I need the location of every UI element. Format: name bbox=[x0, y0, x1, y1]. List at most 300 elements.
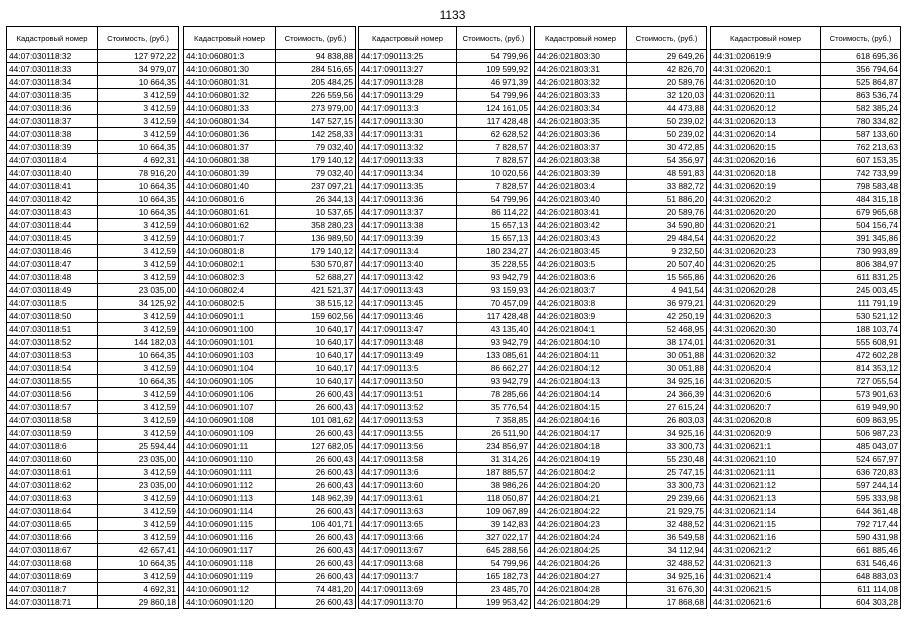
table-row bbox=[535, 141, 707, 154]
cadastral-number: 44:10:060901:116 bbox=[184, 531, 276, 544]
cost-value: 485 043,07 bbox=[821, 440, 901, 453]
cadastral-number: 44:26:021804:20 bbox=[535, 479, 627, 492]
cost-value: 26 600,43 bbox=[276, 557, 356, 570]
cadastral-number: 44:10:060801:40 bbox=[184, 180, 276, 193]
table-header-row bbox=[535, 27, 707, 50]
cadastral-number: 44:10:060802:1 bbox=[184, 258, 276, 271]
cost-value: 619 949,90 bbox=[821, 401, 901, 414]
table-row bbox=[7, 219, 179, 232]
table-row bbox=[184, 583, 356, 596]
table-row bbox=[535, 596, 707, 609]
table-row bbox=[7, 427, 179, 440]
cost-value: 604 303,28 bbox=[821, 596, 901, 609]
cost-value: 26 600,43 bbox=[276, 388, 356, 401]
cost-value: 3 412,59 bbox=[98, 427, 179, 440]
cost-value: 109 599,92 bbox=[457, 63, 531, 76]
cadastral-number: 44:31:020620:10 bbox=[711, 76, 821, 89]
cost-value: 32 488,52 bbox=[627, 557, 707, 570]
cadastral-number: 44:31:020620:21 bbox=[711, 219, 821, 232]
cost-value: 3 412,59 bbox=[98, 245, 179, 258]
table-row bbox=[711, 362, 901, 375]
table-row bbox=[359, 271, 531, 284]
table-row bbox=[7, 531, 179, 544]
cost-value: 109 067,89 bbox=[457, 505, 531, 518]
cost-value: 48 591,83 bbox=[627, 167, 707, 180]
cost-value: 24 366,39 bbox=[627, 388, 707, 401]
table-row bbox=[535, 245, 707, 258]
table-row bbox=[711, 557, 901, 570]
cadastral-number: 44:26:021803:43 bbox=[535, 232, 627, 245]
cost-value: 590 431,98 bbox=[821, 531, 901, 544]
cadastral-number: 44:10:060801:34 bbox=[184, 115, 276, 128]
cadastral-number: 44:17:090113:70 bbox=[359, 596, 457, 609]
table-row bbox=[535, 310, 707, 323]
cadastral-number: 44:31:020620:2 bbox=[711, 193, 821, 206]
table-header-row bbox=[711, 27, 901, 50]
cadastral-number: 44:10:060801:33 bbox=[184, 102, 276, 115]
cadastral-number: 44:26:021803:33 bbox=[535, 89, 627, 102]
cost-value: 42 657,41 bbox=[98, 544, 179, 557]
cost-value: 20 589,76 bbox=[627, 76, 707, 89]
cost-value: 472 602,28 bbox=[821, 349, 901, 362]
cadastral-number: 44:07:030118:49 bbox=[7, 284, 98, 297]
cost-value: 29 860,18 bbox=[98, 596, 179, 609]
cost-value: 555 608,91 bbox=[821, 336, 901, 349]
cost-value: 26 600,43 bbox=[276, 544, 356, 557]
cadastral-number: 44:07:030118:35 bbox=[7, 89, 98, 102]
cadastral-number: 44:26:021804:29 bbox=[535, 596, 627, 609]
cost-value: 7 828,57 bbox=[457, 141, 531, 154]
cost-value: 524 657,97 bbox=[821, 453, 901, 466]
cost-value: 582 385,24 bbox=[821, 102, 901, 115]
cost-value: 70 457,09 bbox=[457, 297, 531, 310]
cost-value: 33 300,73 bbox=[627, 479, 707, 492]
cadastral-number: 44:10:060901:115 bbox=[184, 518, 276, 531]
cost-value: 10 664,35 bbox=[98, 557, 179, 570]
table-row bbox=[7, 596, 179, 609]
table-row bbox=[7, 128, 179, 141]
cost-value: 10 537,65 bbox=[276, 206, 356, 219]
cadastral-number: 44:07:030118:42 bbox=[7, 193, 98, 206]
cadastral-number: 44:31:020620:15 bbox=[711, 141, 821, 154]
table-row bbox=[7, 245, 179, 258]
table-row bbox=[535, 102, 707, 115]
table-row bbox=[359, 557, 531, 570]
cost-value: 93 159,93 bbox=[457, 284, 531, 297]
table-row bbox=[7, 271, 179, 284]
table-row bbox=[7, 492, 179, 505]
table-row bbox=[184, 427, 356, 440]
table-row bbox=[359, 219, 531, 232]
table-row bbox=[184, 518, 356, 531]
table-row bbox=[711, 453, 901, 466]
cadastral-number: 44:07:030118:58 bbox=[7, 414, 98, 427]
cadastral-number: 44:07:030118:46 bbox=[7, 245, 98, 258]
table-row bbox=[535, 427, 707, 440]
cadastral-number: 44:07:030118:4 bbox=[7, 154, 98, 167]
cadastral-number: 44:31:020620:28 bbox=[711, 284, 821, 297]
cadastral-number: 44:26:021804:10 bbox=[535, 336, 627, 349]
cadastral-number: 44:17:090113:65 bbox=[359, 518, 457, 531]
cost-value: 10 664,35 bbox=[98, 180, 179, 193]
cadastral-number: 44:07:030118:5 bbox=[7, 297, 98, 310]
cadastral-number: 44:17:090113:63 bbox=[359, 505, 457, 518]
table-row bbox=[711, 219, 901, 232]
table-row bbox=[711, 375, 901, 388]
cadastral-number: 44:10:060901:120 bbox=[184, 596, 276, 609]
table-row bbox=[535, 557, 707, 570]
cadastral-number: 44:31:020620:19 bbox=[711, 180, 821, 193]
table-row bbox=[359, 466, 531, 479]
table-row bbox=[711, 50, 901, 63]
cadastral-number: 44:31:020620:29 bbox=[711, 297, 821, 310]
table-row bbox=[359, 206, 531, 219]
table-row bbox=[7, 362, 179, 375]
cost-value: 20 589,76 bbox=[627, 206, 707, 219]
cadastral-number: 44:31:020621:10 bbox=[711, 453, 821, 466]
cadastral-number: 44:17:090113:4 bbox=[359, 245, 457, 258]
cadastral-number: 44:07:030118:64 bbox=[7, 505, 98, 518]
table-row bbox=[7, 336, 179, 349]
table-header-row bbox=[7, 27, 179, 50]
cost-value: 3 412,59 bbox=[98, 89, 179, 102]
cadastral-number: 44:07:030118:44 bbox=[7, 219, 98, 232]
cadastral-number: 44:07:030118:68 bbox=[7, 557, 98, 570]
cost-value: 15 657,13 bbox=[457, 232, 531, 245]
cost-value: 52 688,27 bbox=[276, 271, 356, 284]
cost-value: 55 230,48 bbox=[627, 453, 707, 466]
cadastral-number: 44:26:021804:21 bbox=[535, 492, 627, 505]
cadastral-number: 44:26:021804:19 bbox=[535, 453, 627, 466]
table-row bbox=[535, 115, 707, 128]
table-row bbox=[184, 50, 356, 63]
cadastral-number: 44:31:020620:5 bbox=[711, 375, 821, 388]
cadastral-number: 44:10:060901:118 bbox=[184, 557, 276, 570]
table-row bbox=[535, 63, 707, 76]
cost-value: 798 583,48 bbox=[821, 180, 901, 193]
cost-value: 54 799,96 bbox=[457, 557, 531, 570]
table-row bbox=[535, 297, 707, 310]
cost-value: 34 125,92 bbox=[98, 297, 179, 310]
table-row bbox=[7, 193, 179, 206]
cost-value: 26 803,03 bbox=[627, 414, 707, 427]
table-row bbox=[184, 362, 356, 375]
table-row bbox=[535, 50, 707, 63]
cost-value: 34 979,07 bbox=[98, 63, 179, 76]
cost-value: 3 412,59 bbox=[98, 115, 179, 128]
cost-value: 7 828,57 bbox=[457, 154, 531, 167]
cadastral-number: 44:07:030118:56 bbox=[7, 388, 98, 401]
table-row bbox=[535, 167, 707, 180]
cadastral-number: 44:31:020620:7 bbox=[711, 401, 821, 414]
cost-value: 3 412,59 bbox=[98, 388, 179, 401]
cadastral-number: 44:07:030118:6 bbox=[7, 440, 98, 453]
cost-value: 142 258,33 bbox=[276, 128, 356, 141]
table-row bbox=[535, 154, 707, 167]
cadastral-number: 44:10:060901:107 bbox=[184, 401, 276, 414]
table-row bbox=[7, 206, 179, 219]
table-row bbox=[359, 414, 531, 427]
table-row bbox=[184, 479, 356, 492]
cost-value: 50 239,02 bbox=[627, 115, 707, 128]
table-row bbox=[7, 414, 179, 427]
table-row bbox=[184, 232, 356, 245]
cadastral-number: 44:07:030118:7 bbox=[7, 583, 98, 596]
cost-table-4 bbox=[534, 26, 707, 609]
table-row bbox=[535, 401, 707, 414]
table-row bbox=[535, 349, 707, 362]
cost-table-3 bbox=[358, 26, 531, 609]
cadastral-number: 44:26:021804:11 bbox=[535, 349, 627, 362]
table-row bbox=[184, 557, 356, 570]
cost-value: 54 356,97 bbox=[627, 154, 707, 167]
cadastral-number: 44:10:060801:30 bbox=[184, 63, 276, 76]
cadastral-number: 44:10:060901:104 bbox=[184, 362, 276, 375]
cadastral-number: 44:17:090113:51 bbox=[359, 388, 457, 401]
cost-value: 3 412,59 bbox=[98, 219, 179, 232]
cost-value: 10 664,35 bbox=[98, 349, 179, 362]
table-row bbox=[711, 466, 901, 479]
cost-value: 21 929,75 bbox=[627, 505, 707, 518]
table-row bbox=[7, 323, 179, 336]
cost-value: 26 344,13 bbox=[276, 193, 356, 206]
cost-value: 3 412,59 bbox=[98, 258, 179, 271]
cost-value: 86 114,22 bbox=[457, 206, 531, 219]
cost-value: 54 799,96 bbox=[457, 50, 531, 63]
table-row bbox=[359, 89, 531, 102]
cadastral-number: 44:17:090113:50 bbox=[359, 375, 457, 388]
cost-value: 54 799,96 bbox=[457, 89, 531, 102]
cadastral-number: 44:31:020620:11 bbox=[711, 89, 821, 102]
cost-value: 25 747,15 bbox=[627, 466, 707, 479]
table-row bbox=[359, 505, 531, 518]
cost-value: 117 428,48 bbox=[457, 310, 531, 323]
cost-header: Стоимость, (руб.) bbox=[457, 27, 531, 50]
table-row bbox=[7, 89, 179, 102]
cost-value: 34 590,80 bbox=[627, 219, 707, 232]
cadastral-number: 44:07:030118:41 bbox=[7, 180, 98, 193]
table-row bbox=[711, 440, 901, 453]
table-row bbox=[359, 531, 531, 544]
table-row bbox=[711, 518, 901, 531]
cadastral-number: 44:10:060901:1 bbox=[184, 310, 276, 323]
table-row bbox=[184, 401, 356, 414]
cost-value: 79 032,40 bbox=[276, 141, 356, 154]
table-row bbox=[184, 505, 356, 518]
table-row bbox=[7, 518, 179, 531]
cadastral-number: 44:07:030118:50 bbox=[7, 310, 98, 323]
table-row bbox=[711, 271, 901, 284]
table-row bbox=[359, 492, 531, 505]
cost-value: 38 174,01 bbox=[627, 336, 707, 349]
table-row bbox=[535, 544, 707, 557]
cadastral-number: 44:31:020620:6 bbox=[711, 388, 821, 401]
table-row bbox=[711, 258, 901, 271]
table-row bbox=[184, 323, 356, 336]
cost-value: 7 358,85 bbox=[457, 414, 531, 427]
cost-value: 159 602,56 bbox=[276, 310, 356, 323]
cost-value: 23 035,00 bbox=[98, 453, 179, 466]
cadastral-number: 44:17:090113:35 bbox=[359, 180, 457, 193]
cadastral-number: 44:07:030118:47 bbox=[7, 258, 98, 271]
cadastral-number: 44:26:021804:15 bbox=[535, 401, 627, 414]
cost-value: 165 182,73 bbox=[457, 570, 531, 583]
table-row bbox=[7, 310, 179, 323]
table-row bbox=[711, 89, 901, 102]
cost-value: 10 640,17 bbox=[276, 362, 356, 375]
table-row bbox=[7, 154, 179, 167]
cost-value: 93 942,79 bbox=[457, 271, 531, 284]
cost-value: 42 250,19 bbox=[627, 310, 707, 323]
cadastral-number: 44:17:090113:67 bbox=[359, 544, 457, 557]
cadastral-number: 44:17:090113:48 bbox=[359, 336, 457, 349]
cost-value: 3 412,59 bbox=[98, 232, 179, 245]
table-row bbox=[535, 336, 707, 349]
cost-value: 611 831,25 bbox=[821, 271, 901, 284]
cost-value: 573 901,63 bbox=[821, 388, 901, 401]
table-row bbox=[711, 401, 901, 414]
cadastral-number-header: Кадастровый номер bbox=[535, 27, 627, 50]
cost-value: 530 570,87 bbox=[276, 258, 356, 271]
cost-value: 742 733,99 bbox=[821, 167, 901, 180]
table-row bbox=[535, 258, 707, 271]
cost-value: 36 549,58 bbox=[627, 531, 707, 544]
table-row bbox=[711, 583, 901, 596]
cost-value: 484 315,18 bbox=[821, 193, 901, 206]
table-row bbox=[711, 76, 901, 89]
table-row bbox=[359, 76, 531, 89]
cost-value: 806 384,97 bbox=[821, 258, 901, 271]
cost-value: 17 868,68 bbox=[627, 596, 707, 609]
cost-value: 648 883,03 bbox=[821, 570, 901, 583]
table-row bbox=[711, 102, 901, 115]
cadastral-number-header: Кадастровый номер bbox=[711, 27, 821, 50]
cadastral-number: 44:26:021803:40 bbox=[535, 193, 627, 206]
cadastral-number: 44:10:060901:111 bbox=[184, 466, 276, 479]
cadastral-number: 44:26:021803:31 bbox=[535, 63, 627, 76]
cadastral-number: 44:10:060801:8 bbox=[184, 245, 276, 258]
cost-value: 26 600,43 bbox=[276, 453, 356, 466]
cadastral-number: 44:17:090113:52 bbox=[359, 401, 457, 414]
cadastral-number: 44:26:021803:7 bbox=[535, 284, 627, 297]
cost-header: Стоимость, (руб.) bbox=[821, 27, 901, 50]
table-row bbox=[535, 388, 707, 401]
cadastral-number: 44:07:030118:38 bbox=[7, 128, 98, 141]
cadastral-number: 44:07:030118:59 bbox=[7, 427, 98, 440]
cadastral-number: 44:10:060901:112 bbox=[184, 479, 276, 492]
cost-value: 3 412,59 bbox=[98, 570, 179, 583]
cost-value: 3 412,59 bbox=[98, 414, 179, 427]
cost-value: 34 925,16 bbox=[627, 570, 707, 583]
cadastral-number: 44:31:020620:23 bbox=[711, 245, 821, 258]
cadastral-number: 44:26:021804:1 bbox=[535, 323, 627, 336]
cadastral-number: 44:31:020620:25 bbox=[711, 258, 821, 271]
cost-value: 42 826,70 bbox=[627, 63, 707, 76]
cadastral-number: 44:10:060901:117 bbox=[184, 544, 276, 557]
table-row bbox=[359, 388, 531, 401]
cost-value: 15 565,86 bbox=[627, 271, 707, 284]
table-row bbox=[535, 505, 707, 518]
table-row bbox=[711, 167, 901, 180]
cost-value: 32 488,52 bbox=[627, 518, 707, 531]
cadastral-number: 44:17:090113:25 bbox=[359, 50, 457, 63]
table-row bbox=[184, 349, 356, 362]
cadastral-number: 44:31:020621:5 bbox=[711, 583, 821, 596]
cost-value: 587 133,60 bbox=[821, 128, 901, 141]
cadastral-number: 44:07:030118:51 bbox=[7, 323, 98, 336]
cadastral-number: 44:10:060901:101 bbox=[184, 336, 276, 349]
table-row bbox=[7, 50, 179, 63]
cadastral-number: 44:26:021804:27 bbox=[535, 570, 627, 583]
cadastral-number: 44:10:060901:114 bbox=[184, 505, 276, 518]
cadastral-number: 44:17:090113:47 bbox=[359, 323, 457, 336]
table-row bbox=[7, 167, 179, 180]
table-row bbox=[711, 180, 901, 193]
table-row bbox=[359, 453, 531, 466]
cost-value: 3 412,59 bbox=[98, 323, 179, 336]
cost-value: 3 412,59 bbox=[98, 505, 179, 518]
cost-value: 26 600,43 bbox=[276, 596, 356, 609]
cadastral-number: 44:31:020620:3 bbox=[711, 310, 821, 323]
table-row bbox=[184, 284, 356, 297]
table-row bbox=[711, 336, 901, 349]
cost-value: 504 156,74 bbox=[821, 219, 901, 232]
cost-value: 3 412,59 bbox=[98, 466, 179, 479]
table-row bbox=[359, 323, 531, 336]
cadastral-number: 44:26:021803:34 bbox=[535, 102, 627, 115]
cadastral-number: 44:17:090113:30 bbox=[359, 115, 457, 128]
cadastral-number: 44:10:060901:119 bbox=[184, 570, 276, 583]
cadastral-number: 44:26:021804:23 bbox=[535, 518, 627, 531]
cadastral-number: 44:17:090113:55 bbox=[359, 427, 457, 440]
cost-value: 93 942,79 bbox=[457, 336, 531, 349]
cost-value: 611 114,08 bbox=[821, 583, 901, 596]
cost-header: Стоимость, (руб.) bbox=[627, 27, 707, 50]
cost-value: 32 120,03 bbox=[627, 89, 707, 102]
cadastral-number: 44:10:060801:6 bbox=[184, 193, 276, 206]
table-row bbox=[359, 102, 531, 115]
cadastral-number: 44:26:021803:35 bbox=[535, 115, 627, 128]
cost-value: 187 885,57 bbox=[457, 466, 531, 479]
table-row bbox=[359, 154, 531, 167]
table-row bbox=[711, 492, 901, 505]
page-number: 1133 bbox=[439, 8, 466, 22]
table-row bbox=[184, 115, 356, 128]
cadastral-number: 44:07:030118:40 bbox=[7, 167, 98, 180]
table-row bbox=[535, 531, 707, 544]
table-row bbox=[535, 362, 707, 375]
table-row bbox=[535, 518, 707, 531]
cadastral-number: 44:17:090113:43 bbox=[359, 284, 457, 297]
table-row bbox=[535, 466, 707, 479]
cost-value: 26 600,43 bbox=[276, 479, 356, 492]
cadastral-number: 44:17:090113:7 bbox=[359, 570, 457, 583]
cost-value: 3 412,59 bbox=[98, 531, 179, 544]
cost-value: 86 662,27 bbox=[457, 362, 531, 375]
table-row bbox=[359, 180, 531, 193]
cadastral-number: 44:10:060801:61 bbox=[184, 206, 276, 219]
table-row bbox=[184, 336, 356, 349]
cadastral-number: 44:26:021803:32 bbox=[535, 76, 627, 89]
cost-value: 33 882,72 bbox=[627, 180, 707, 193]
cadastral-number: 44:31:020620:30 bbox=[711, 323, 821, 336]
cost-table-2 bbox=[183, 26, 356, 609]
table-row bbox=[359, 362, 531, 375]
table-row bbox=[711, 128, 901, 141]
cadastral-number: 44:07:030118:71 bbox=[7, 596, 98, 609]
cadastral-number: 44:31:020620:18 bbox=[711, 167, 821, 180]
table-row bbox=[535, 583, 707, 596]
